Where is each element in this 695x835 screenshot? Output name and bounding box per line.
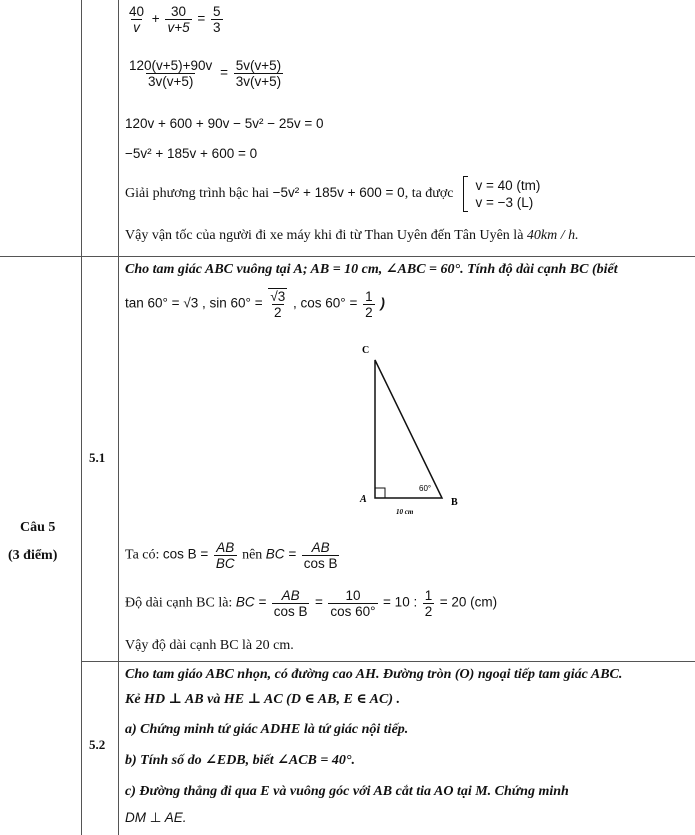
problem-5-2-line1: Cho tam giáo ABC nhọn, có đường cao AH. Đường tròn (O) ngoại tiếp tam giác ABC.	[125, 667, 623, 682]
side-label: 10 cm	[396, 508, 414, 516]
equation-3: 120v + 600 + 90v − 5v² − 25v = 0	[125, 116, 324, 131]
question-points: (3 điểm)	[8, 548, 58, 563]
equation-1: $\frac{40}{v}$ + $\frac{30}{v+5}$ = $\frac{5}{3}$	[129, 4, 221, 35]
subquestion-label-5-2: 5.2	[89, 737, 106, 752]
vertex-b: B	[451, 497, 458, 508]
trig-values: tan 60° = √3 , sin 60° = $\frac{√3}{2}$ , cos 60° = $\frac{1}{2}$ )	[125, 288, 385, 320]
equation-4: −5v² + 185v + 600 = 0	[125, 146, 258, 161]
vertex-a: A	[360, 494, 367, 505]
length-line: Độ dài cạnh BC là: BC = $\frac{AB}{\text{cos B}}$ = $\frac{10}{\cos 60^\circ}$ = 10 : $\frac{1}{2}$ = 20 (cm)	[125, 588, 498, 619]
root-1: v = 40 (tm)	[475, 178, 541, 193]
ta-co-line: Ta có: cos B = $\frac{AB}{BC}$ nên BC = $\frac{AB}{\text{cos B}}$	[125, 540, 338, 571]
col-divider-left	[81, 0, 82, 835]
problem-5-2-line2: Kẻ HD ⊥ AB và HE ⊥ AC (D ∈ AB, E ∈ AC) .	[125, 692, 400, 707]
conclusion-line: Vậy vận tốc của người đi xe máy khi đi từ Than Uyên đến Tân Uyên là 40km / h.	[125, 228, 579, 243]
equation-2: $\frac{120(v+5)+90v}{3v(v+5)}$ = $\frac{5v(v+5)}{3v(v+5)}$	[129, 58, 282, 89]
problem-5-2-part-c-2: DM ⊥ AE.	[125, 810, 187, 825]
vertex-c: C	[362, 345, 370, 356]
problem-5-1-line1: Cho tam giác ABC vuông tại A; AB = 10 cm, ∠ABC = 60°. Tính độ dài cạnh BC (biết	[125, 262, 618, 277]
problem-5-2-part-a: a) Chứng minh tứ giác ADHE là tứ giác nội tiếp.	[125, 722, 409, 737]
problem-5-2-part-b: b) Tính số do ∠EDB, biết ∠ACB = 40°.	[125, 753, 355, 768]
angle-label: 60°	[419, 484, 432, 493]
col-divider-right	[118, 0, 119, 835]
question-label: Câu 5	[20, 520, 56, 535]
solve-line: Giải phương trình bậc hai −5v² + 185v + 600 = 0, ta được v = 40 (tm) v = −3 (L)	[125, 178, 541, 210]
row-divider-1	[0, 256, 695, 257]
row-divider-2	[81, 661, 695, 662]
problem-5-2-part-c: c) Đường thẳng đi qua E và vuông góc với AB cắt tia AO tại M. Chứng minh	[125, 784, 569, 799]
final-answer-5-1: Vậy độ dài cạnh BC là 20 cm.	[125, 638, 294, 653]
root-2: v = −3 (L)	[475, 195, 534, 210]
subquestion-label-5-1: 5.1	[89, 450, 106, 465]
triangle-figure	[340, 340, 460, 520]
triangle-abc	[375, 360, 442, 498]
right-angle-mark	[375, 488, 385, 498]
